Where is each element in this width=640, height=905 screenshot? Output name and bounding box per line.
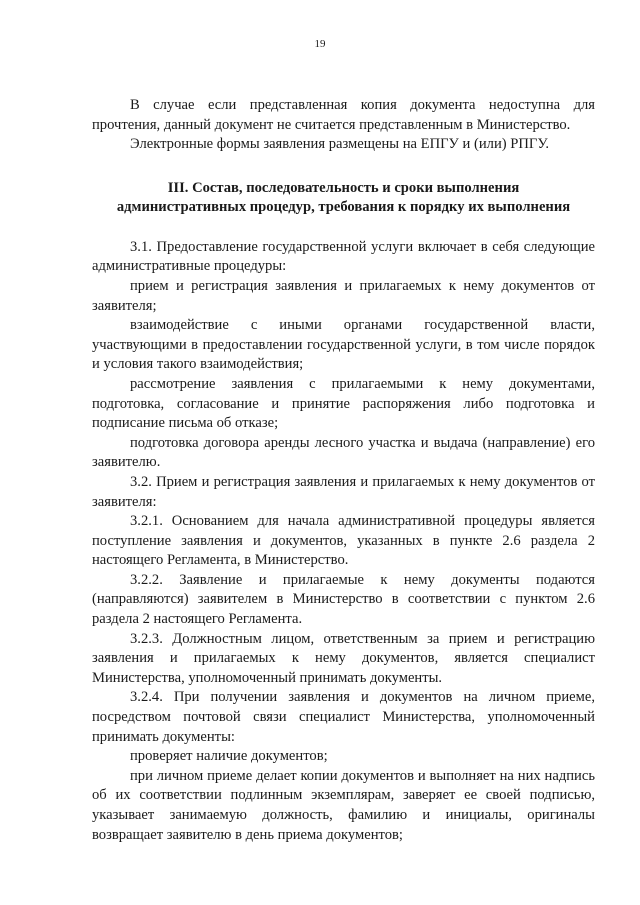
document-body — [92, 96, 595, 845]
paragraph: рассмотрение заявления с прилагаемыми к нему документами, подготовка, согласование и принятие распоряжения либо подготовка и подписание письма об отказе; — [92, 375, 595, 432]
section-heading: III. Состав, последовательность и сроки выполнения административных процедур, требования к порядку их выполнения — [116, 179, 571, 215]
paragraph: 3.2.1. Основанием для начала административной процедуры является поступление заявления и документов, указанных в пункте 2.6 раздела 2 настоящего Регламента, в Министерство. — [92, 513, 595, 569]
paragraph: Электронные формы заявления размещены на ЕПГУ и (или) РПГУ. — [130, 136, 549, 153]
paragraph: 3.2.4. При получении заявления и документов на личном приеме, посредством почтовой связи специалист Министерства, уполномоченный принимать документы: — [92, 689, 595, 745]
paragraph: В случае если представленная копия документа недоступна для прочтения, данный документ не считается представленным в Министерство. — [92, 97, 595, 133]
paragraph: взаимодействие с иными органами государственной власти, участвующими в предоставлении государственной услуги, в том числе порядок и условия такого взаимодействия; — [92, 317, 595, 373]
paragraph: прием и регистрация заявления и прилагаемых к нему документов от заявителя; — [92, 277, 595, 314]
paragraph: 3.2.3. Должностным лицом, ответственным за прием и регистрацию заявления и прилагаемых к нему документов, является специалист Министерства, уполномоченный принимать документы. — [92, 630, 595, 686]
page-number: 19 — [314, 38, 326, 50]
paragraph: проверяет наличие документов; — [130, 748, 328, 765]
paragraph: 3.1. Предоставление государственной услуги включает в себя следующие административные процедуры: — [92, 238, 595, 275]
paragraph: при личном приеме делает копии документов и выполняет на них надпись об их соответствии подлинным экземплярам, заверяет ее своей подписью, указывает занимаемую должность, фамилию и инициалы, оригиналы возвращает заявителю в день приема документов; — [92, 767, 595, 843]
paragraph: 3.2. Прием и регистрация заявления и прилагаемых к нему документов от заявителя: — [92, 473, 595, 510]
paragraph: 3.2.2. Заявление и прилагаемые к нему документы подаются (направляются) заявителем в Министерство в соответствии с пунктом 2.6 раздела 2 настоящего Регламента. — [92, 571, 595, 628]
paragraph: подготовка договора аренды лесного участка и выдача (направление) его заявителю. — [92, 434, 595, 471]
